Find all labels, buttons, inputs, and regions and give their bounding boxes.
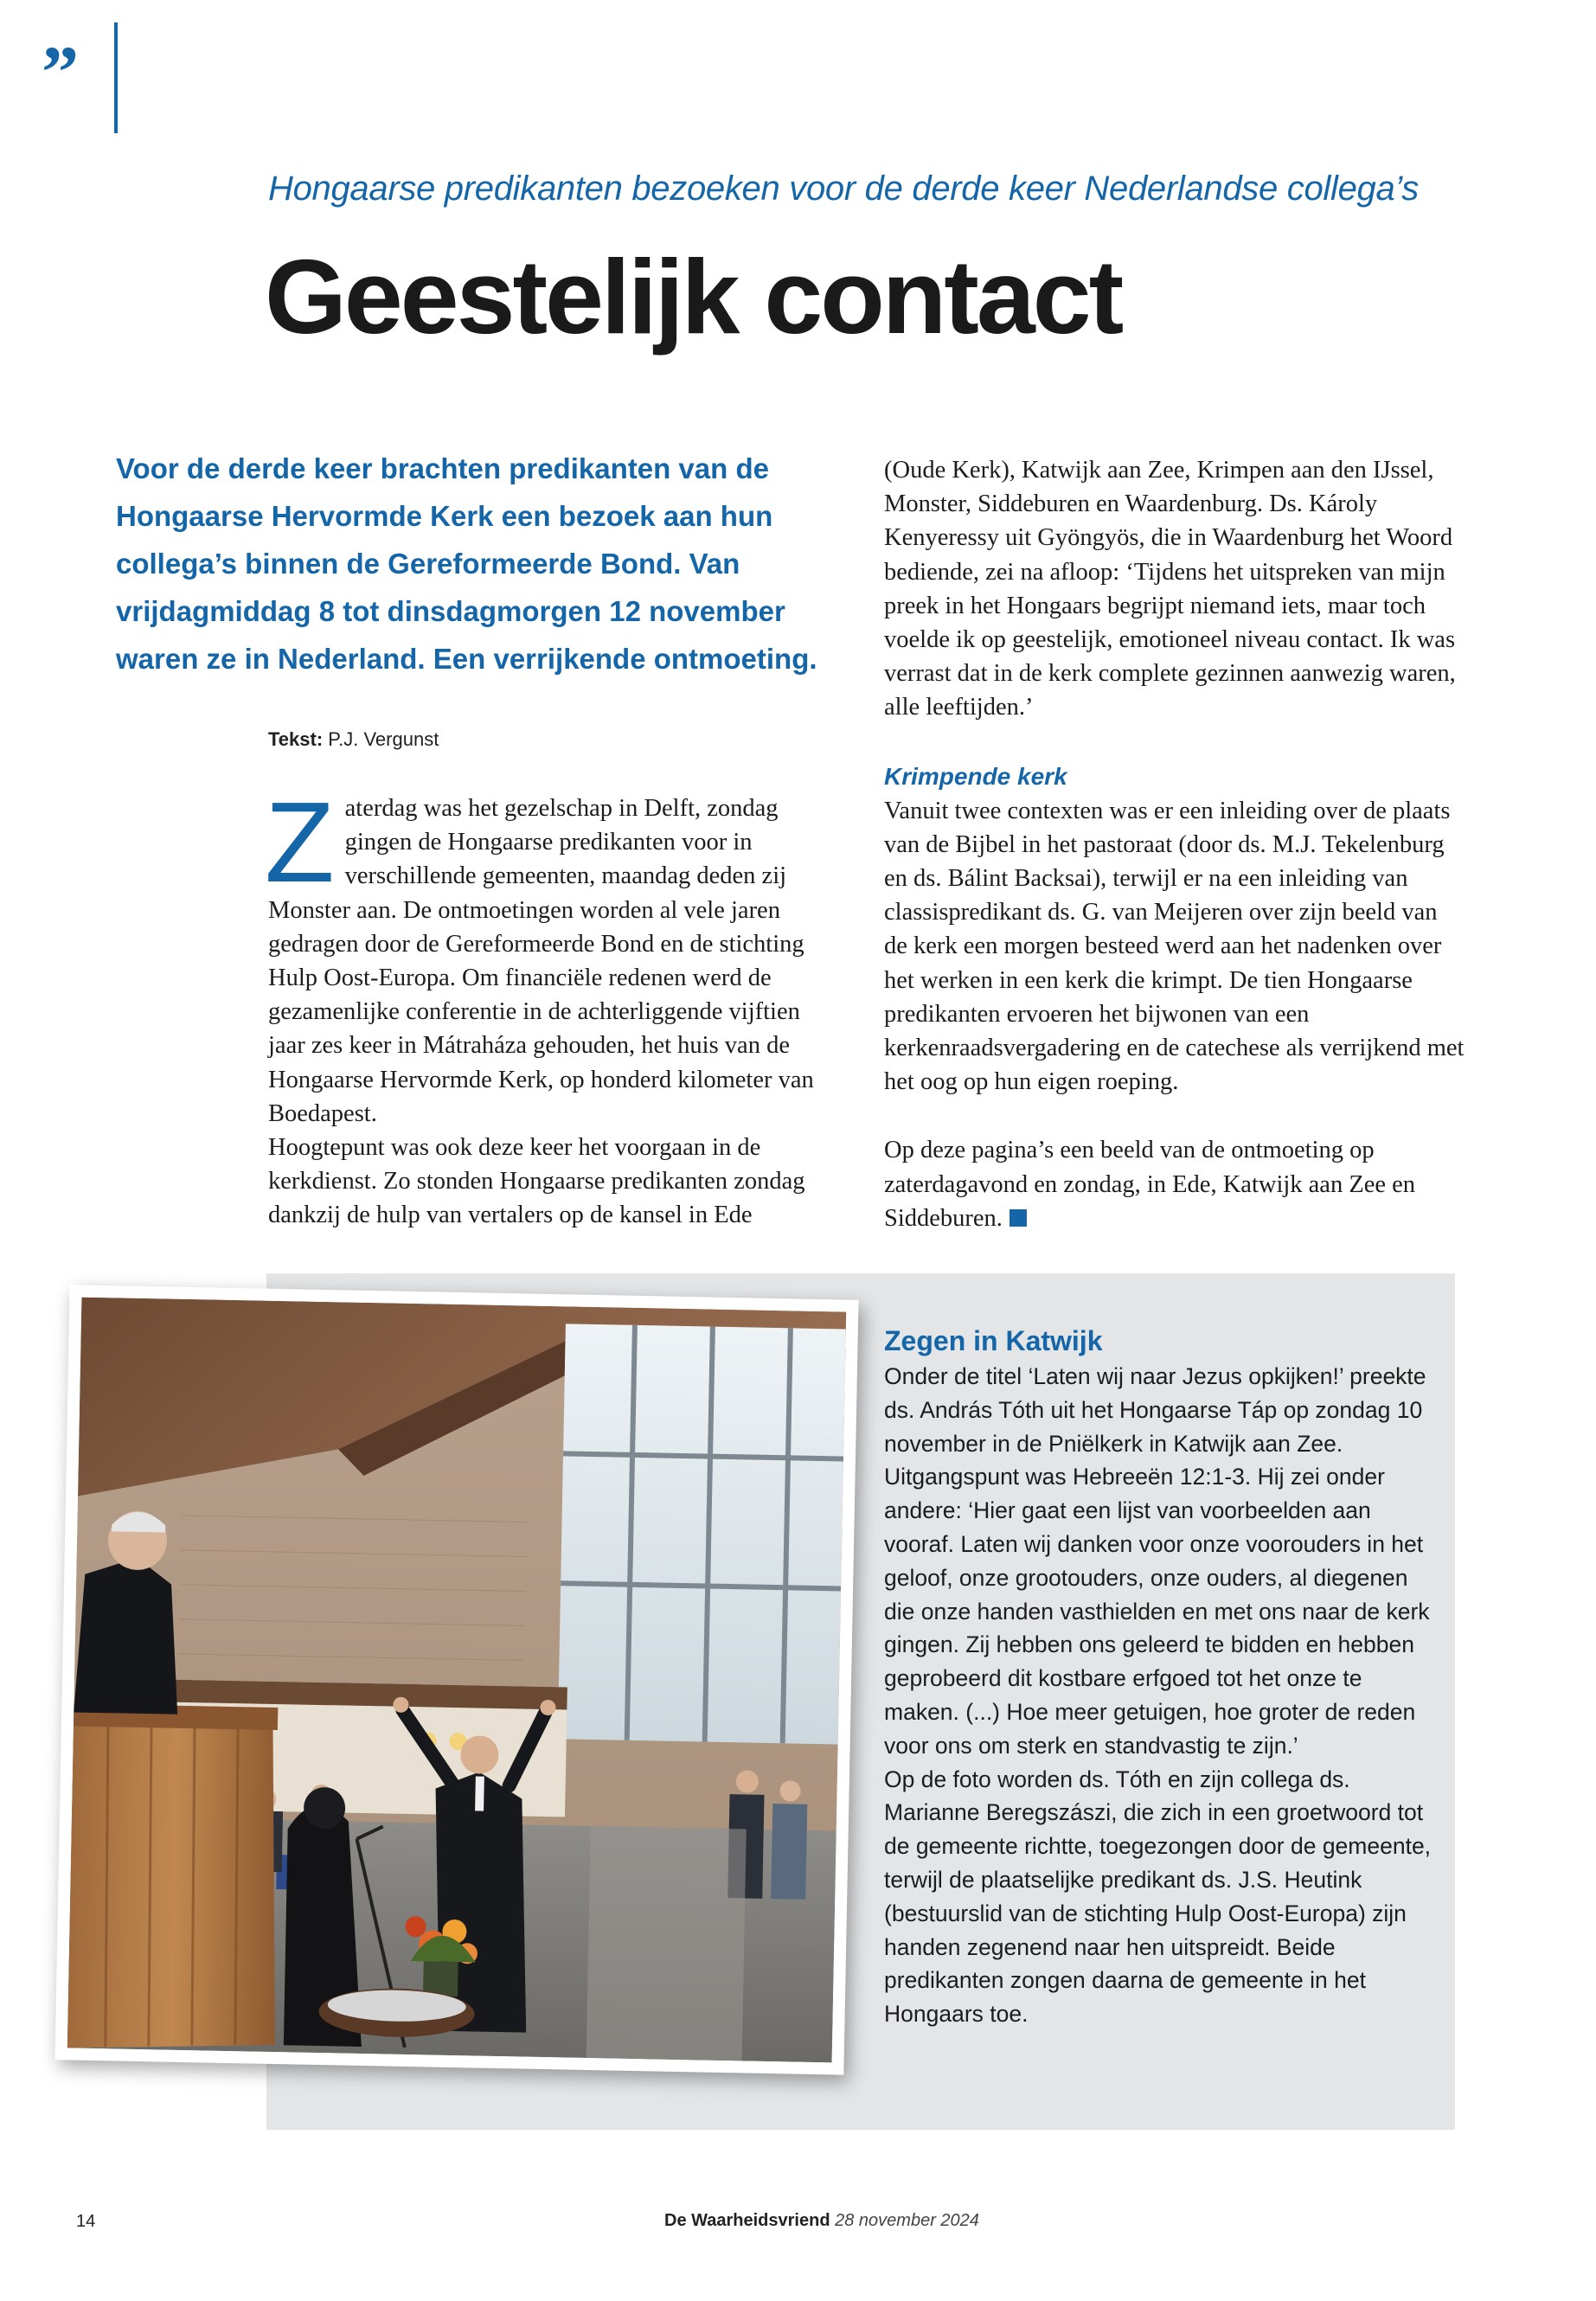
article-column-right (884, 453, 1465, 1235)
article-column-left (265, 779, 839, 1233)
church-photo-image (67, 1298, 847, 2063)
quote-mark-icon: ” (42, 30, 79, 113)
page-number: 14 (76, 2212, 96, 2231)
article-paragraph-3: Vanuit twee contexten was er een inleiding over de plaats van de Bijbel in het pastoraat (door ds. M.J. Tekelenburg en ds. Bálint Backsai), terwijl er na een inleiding van classispredikant ds. G. van Meijeren over zijn beeld van de kerk een morgen besteed werd aan het nadenken over het werken in een kerk die krimpt. De tien Hongaarse predikanten ervoeren het bijwonen van een kerkenraadsvergadering en de catechese als verrijkend met het oog op hun eigen roeping. (884, 797, 1465, 1096)
subhead: Krimpende kerk (884, 762, 1067, 790)
article-paragraph-2-continued: (Oude Kerk), Katwijk aan Zee, Krimpen aan den IJssel, Monster, Siddeburen en Waardenburg. Ds. Károly Kenyeressy uit Gyöngyös, die in Waardenburg het Woord bediende, zei na afloop: ‘Tijdens het uitspreken van mijn preek in het Hongaars begrijpt niemand iets, maar toch voelde ik op geestelijk, emotioneel niveau contact. Ik was verrast dat in de kerk complete gezinnen aanwezig waren, alle leeftijden.’ (884, 457, 1456, 721)
sidebar-paragraph-2: Op de foto worden ds. Tóth en zijn collega ds. Marianne Beregszászi, die zich in een groetwoord tot de gemeente richtte, toegezongen door de gemeente, terwijl de plaatselijke predikant ds. J.S. Heutink (bestuurslid van de stichting Hulp Oost-Europa) zijn handen zegenend naar hen uitspreidt. Beide predikanten zongen daarna de gemeente in het Hongaars toe. (884, 1766, 1432, 2028)
dropcap: Z (265, 779, 335, 906)
byline (268, 728, 439, 751)
issue-date: 28 november 2024 (835, 2211, 979, 2230)
article-paragraph-4-text: Op deze pagina’s een beeld van de ontmoeting op zaterdagavond en zondag, in Ede, Katwijk aan Zee en Siddeburen. (884, 1137, 1416, 1232)
article-paragraph-1: aterdag was het gezelschap in Delft, zondag gingen de Hongaarse predikanten voor in verschillende gemeenten, maandag deden zij Monster aan. De ontmoetingen worden al vele jaren gedragen door de Gereformeerde Bond en de stichting Hulp Oost-Europa. Om financiële redenen werd de gezamenlijke conferentie in de achterliggende vijftien jaar zes keer in Mátraháza gehouden, het huis van de Hongaarse Hervormde Kerk, op honderd kilometer van Boedapest. (268, 795, 814, 1127)
page-title: Geestelijk contact (265, 238, 1122, 356)
intro-lead: Voor de derde keer brachten predikanten van de Hongaarse Hervormde Kerk een bezoek aan hun collega’s binnen de Gereformeerde Bond. Van vrijdagmiddag 8 tot dinsdagmorgen 12 november waren ze in Nederland. Een verrijkende ontmoeting. (116, 452, 817, 675)
paragraph-spacer (884, 1099, 1465, 1133)
kicker: Hongaarse predikanten bezoeken voor de derde keer Nederlandse collega’s (268, 170, 1419, 208)
sidebar-title: Zegen in Katwijk (884, 1325, 1103, 1356)
byline-author: P.J. Vergunst (328, 728, 439, 750)
sidebar-paragraph-1: Onder de titel ‘Laten wij naar Jezus opkijken!’ preekte ds. András Tóth uit het Hongaarse Táp op zondag 10 november in de Pniëlkerk in Katwijk aan Zee. Uitgangspunt was Hebreeën 12:1-3. Hij zei onder andere: ‘Hier gaat een lijst van voorbeelden aan vooraf. Laten wij danken voor onze voorouders in het geloof, onze grootouders, onze ouders, al diegenen die onze handen vasthielden en met ons naar de kerk gingen. Zij hebben ons geleerd te bidden en hebben geprobeerd dit kostbare erfgoed tot het onze te maken. (...) Hoe meer getuigen, hoe groter de reden voor ons om sterk en standvastig te zijn.’ (884, 1363, 1430, 1759)
article-paragraph-4 (884, 1133, 1465, 1235)
magazine-footer (664, 2211, 979, 2231)
magazine-name: De Waarheidsvriend (664, 2211, 830, 2230)
header-rule (114, 22, 118, 133)
end-mark-icon (1010, 1209, 1027, 1227)
church-photo (54, 1285, 858, 2074)
byline-label: Tekst: (268, 728, 324, 750)
article-paragraph-2: Hoogtepunt was ook deze keer het voorgaan in de kerkdienst. Zo stonden Hongaarse predikanten zondag dankzij de hulp van vertalers op de kansel in Ede (268, 1134, 805, 1229)
sidebar-text (884, 1322, 1438, 2031)
